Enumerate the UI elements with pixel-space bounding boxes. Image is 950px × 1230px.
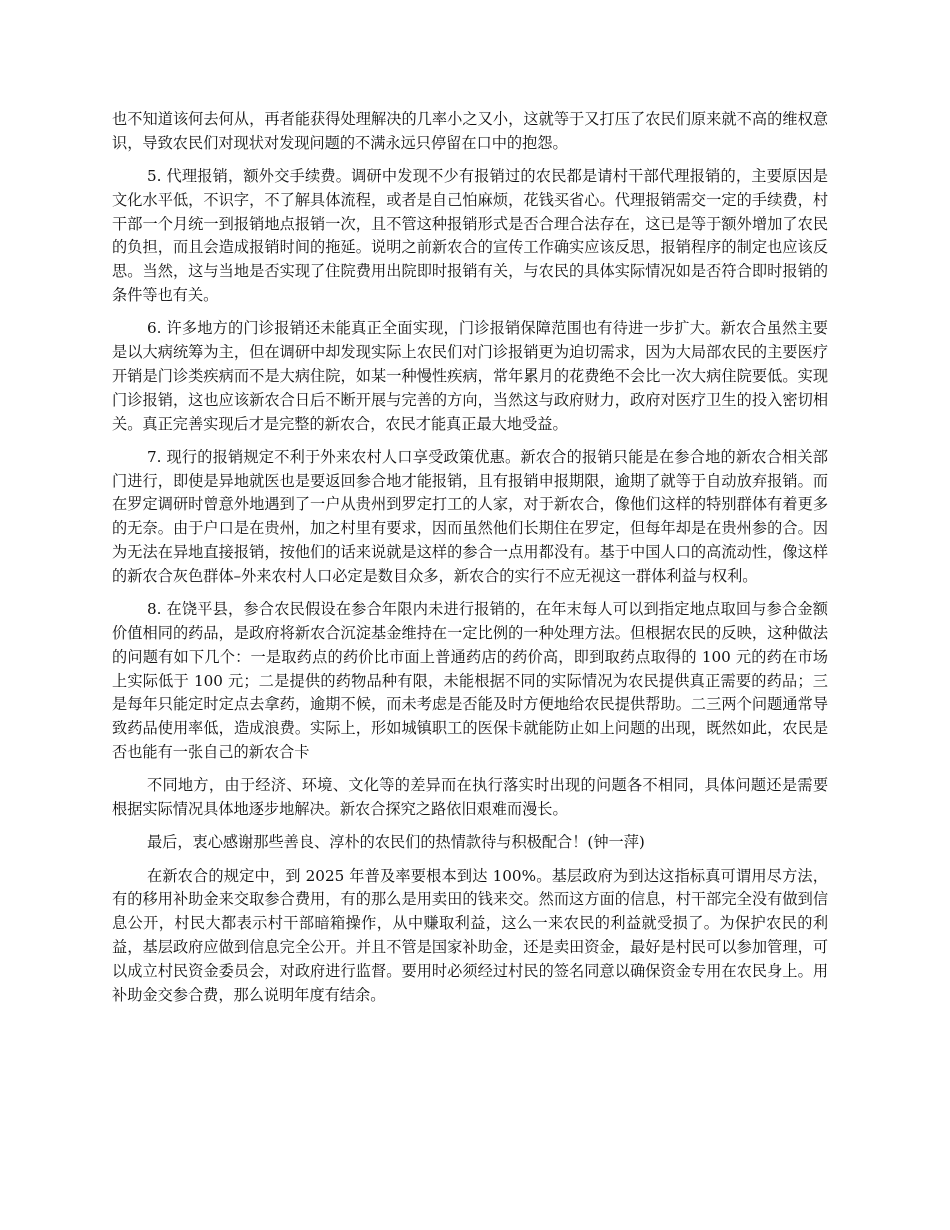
paragraph-item-8: 8. 在饶平县，参合农民假设在参合年限内未进行报销的，在年末每人可以到指定地点取回与参合金额价值相同的药品，是政府将新农合沉淀基金维持在一定比例的一种处理方法。但根据农民的反映，这种做法的问题有如下几个：一是取药点的药价比市面上普通药店的药价高，即到取药点取得的 100 元的药在市场上实际低于 100 元；二是提供的药物品种有限，未能根据不同的实际情况为农民提供真正需要的药品；三是每年只能定时定点去拿药，逾期不候，而未考虑是否能及时方便地给农民提供帮助。二三两个问题通常导致药品使用率低，造成浪费。实际上，形如城镇职工的医保卡就能防止如上问题的出现，既然如此，农民是否也能有一张自己的新农合卡: [112, 600, 828, 761]
document-body: [112, 108, 828, 1017]
paragraph-item-5: 5. 代理报销，额外交手续费。调研中发现不少有报销过的农民都是请村干部代理报销的，主要原因是文化水平低，不识字，不了解具体流程，或者是自己怕麻烦，花钱买省心。代理报销需交一定的手续费，村干部一个月统一到报销地点报销一次，且不管这种报销形式是否合理合法存在，这已是等于额外增加了农民的负担，而且会造成报销时间的拖延。说明之前新农合的宣传工作确实应该反思，报销程序的制定也应该反思。当然，这与当地是否实现了住院费用出院即时报销有关，与农民的具体实际情况如是否符合即时报销的条件等也有关。: [112, 167, 828, 305]
paragraph-continuation: 也不知道该何去何从，再者能获得处理解决的几率小之又小，这就等于又打压了农民们原来就不高的维权意识，导致农民们对现状对发现问题的不满永远只停留在口中的抱怨。: [112, 110, 828, 152]
paragraph-policy: 在新农合的规定中，到 2025 年普及率要根本到达 100%。基层政府为到达这指标真可谓用尽方法，有的移用补助金来交取参合费用，有的那么是用卖田的钱来交。然而这方面的信息，村干部完全没有做到信息公开，村民大都表示村干部暗箱操作，从中赚取利益，这么一来农民的利益就受损了。为保护农民的利益，基层政府应做到信息完全公开。并且不管是国家补助金，还是卖田资金，最好是村民可以参加管理，可以成立村民资金委员会，对政府进行监督。要用时必须经过村民的签名同意以确保资金专用在农民身上。用补助金交参合费，那么说明年度有结余。: [112, 866, 828, 1004]
paragraph-item-6: 6. 许多地方的门诊报销还未能真正全面实现，门诊报销保障范围也有待进一步扩大。新农合虽然主要是以大病统筹为主，但在调研中却发现实际上农民们对门诊报销更为迫切需求，因为大局部农民的主要医疗开销是门诊类疾病而不是大病住院，如某一种慢性疾病，常年累月的花费绝不会比一次大病住院要低。实现门诊报销，这也应该新农合日后不断开展与完善的方向，当然这与政府财力，政府对医疗卫生的投入密切相关。真正完善实现后才是完整的新农合，农民才能真正最大地受益。: [112, 319, 828, 433]
paragraph-acknowledgement: 最后，衷心感谢那些善良、淳朴的农民们的热情款待与积极配合！(钟一萍): [146, 833, 645, 852]
paragraph-item-7: 7. 现行的报销规定不利于外来农村人口享受政策优惠。新农合的报销只能是在参合地的新农合相关部门进行，即使是异地就医也是要返回参合地才能报销，且有报销申报期限，逾期了就等于自动放弃报销。而在罗定调研时曾意外地遇到了一户从贵州到罗定打工的人家，对于新农合，像他们这样的特别群体有着更多的无奈。由于户口是在贵州，加之村里有要求，因而虽然他们长期住在罗定，但每年却是在贵州参的合。因为无法在异地直接报销，按他们的话来说就是这样的参合一点用都没有。基于中国人口的高流动性，像这样的新农合灰色群体–外来农村人口必定是数目众多，新农合的实行不应无视这一群体利益与权利。: [112, 447, 828, 585]
paragraph-summary: 不同地方，由于经济、环境、文化等的差异而在执行落实时出现的问题各不相同，具体问题还是需要根据实际情况具体地逐步地解决。新农合探究之路依旧艰难而漫长。: [112, 776, 828, 819]
